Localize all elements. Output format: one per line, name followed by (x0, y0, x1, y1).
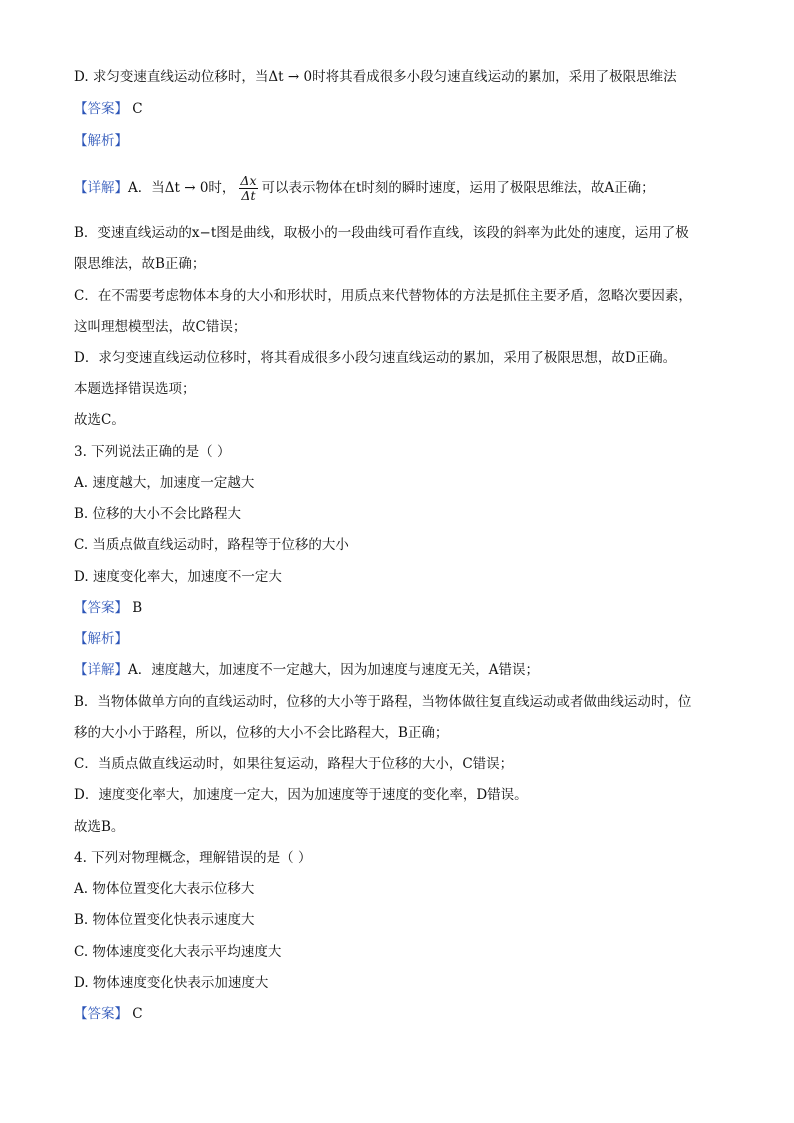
q3-analysis-heading (74, 630, 128, 648)
q2-analysis-heading (74, 132, 128, 150)
q2-note: 本题选择错误选项； (74, 381, 196, 397)
q2-detail-c-1: C．在不需要考虑物体本身的大小和形状时，用质点来代替物体的方法是抓住主要矛盾，忽略次要因素， (74, 288, 692, 304)
q3-option-d: D. 速度变化率大，加速度不一定大 (74, 569, 282, 585)
answer-value: C (132, 101, 143, 117)
q3-option-c: C. 当质点做直线运动时，路程等于位移的大小 (74, 537, 349, 553)
q3-answer (74, 599, 142, 617)
analysis-tag: 【解析】 (74, 133, 128, 149)
q3-detail-c: C．当质点做直线运动时，如果往复运动，路程大于位移的大小，C错误； (74, 756, 514, 772)
q3-detail-b-1: B．当物体做单方向的直线运动时，位移的大小等于路程，当物体做往复直线运动或者做曲线运动时，位 (74, 694, 692, 710)
q3-stem: 3. 下列说法正确的是（ ） (74, 444, 231, 460)
answer-tag: 【答案】 (74, 1006, 128, 1022)
q2-detail-a: 【详解】A．当Δt → 0时， $\frac{\Delta x}{\Delta t}$ 可以表示物体在t时刻的瞬时速度，运用了极限思维法，故A正确； (74, 173, 655, 203)
delta-x-over-delta-t: $\frac{\Delta x}{\Delta t}$ (240, 173, 257, 203)
q2-answer (74, 100, 143, 118)
q3-option-a: A. 速度越大，加速度一定越大 (74, 475, 255, 491)
q4-option-a: A. 物体位置变化大表示位移大 (74, 881, 255, 897)
q3-option-b: B. 位移的大小不会比路程大 (74, 506, 242, 522)
q3-detail-b-2: 移的大小小于路程，所以，位移的大小不会比路程大，B正确； (74, 725, 449, 741)
analysis-tag: 【解析】 (74, 631, 128, 647)
q3-detail-d: D．速度变化率大，加速度一定大，因为加速度等于速度的变化率，D错误。 (74, 787, 528, 803)
q4-option-d: D. 物体速度变化快表示加速度大 (74, 975, 269, 991)
q3-detail-a: 【详解】A．速度越大，加速度不一定越大，因为加速度与速度无关，A错误； (74, 662, 539, 678)
answer-tag: 【答案】 (74, 101, 128, 117)
answer-value: C (132, 1006, 143, 1022)
q2-conclusion: 故选C。 (74, 412, 125, 428)
detail-tag: 【详解】 (74, 180, 128, 196)
q4-stem: 4. 下列对物理概念，理解错误的是（ ） (74, 850, 312, 866)
answer-value: B (132, 600, 143, 616)
detail-tag: 【详解】 (74, 662, 128, 678)
q3-conclusion: 故选B。 (74, 819, 125, 835)
q2-detail-b-1: B．变速直线运动的x−t图是曲线，取极小的一段曲线可看作直线，该段的斜率为此处的速度，运用了极 (74, 225, 689, 241)
q2-option-d: D. 求匀变速直线运动位移时，当Δt → 0时将其看成很多小段匀速直线运动的累加，采用了极限思维法 (74, 69, 677, 85)
q2-detail-b-2: 限思维法，故B正确； (74, 256, 206, 272)
q2-detail-d: D．求匀变速直线运动位移时，将其看成很多小段匀速直线运动的累加，采用了极限思想，故D正确。 (74, 350, 677, 366)
answer-tag: 【答案】 (74, 600, 128, 616)
q2-detail-c-2: 这叫理想模型法，故C错误； (74, 319, 247, 335)
q4-option-c: C. 物体速度变化大表示平均速度大 (74, 944, 282, 960)
q4-answer (74, 1005, 143, 1023)
q4-option-b: B. 物体位置变化快表示速度大 (74, 912, 255, 928)
